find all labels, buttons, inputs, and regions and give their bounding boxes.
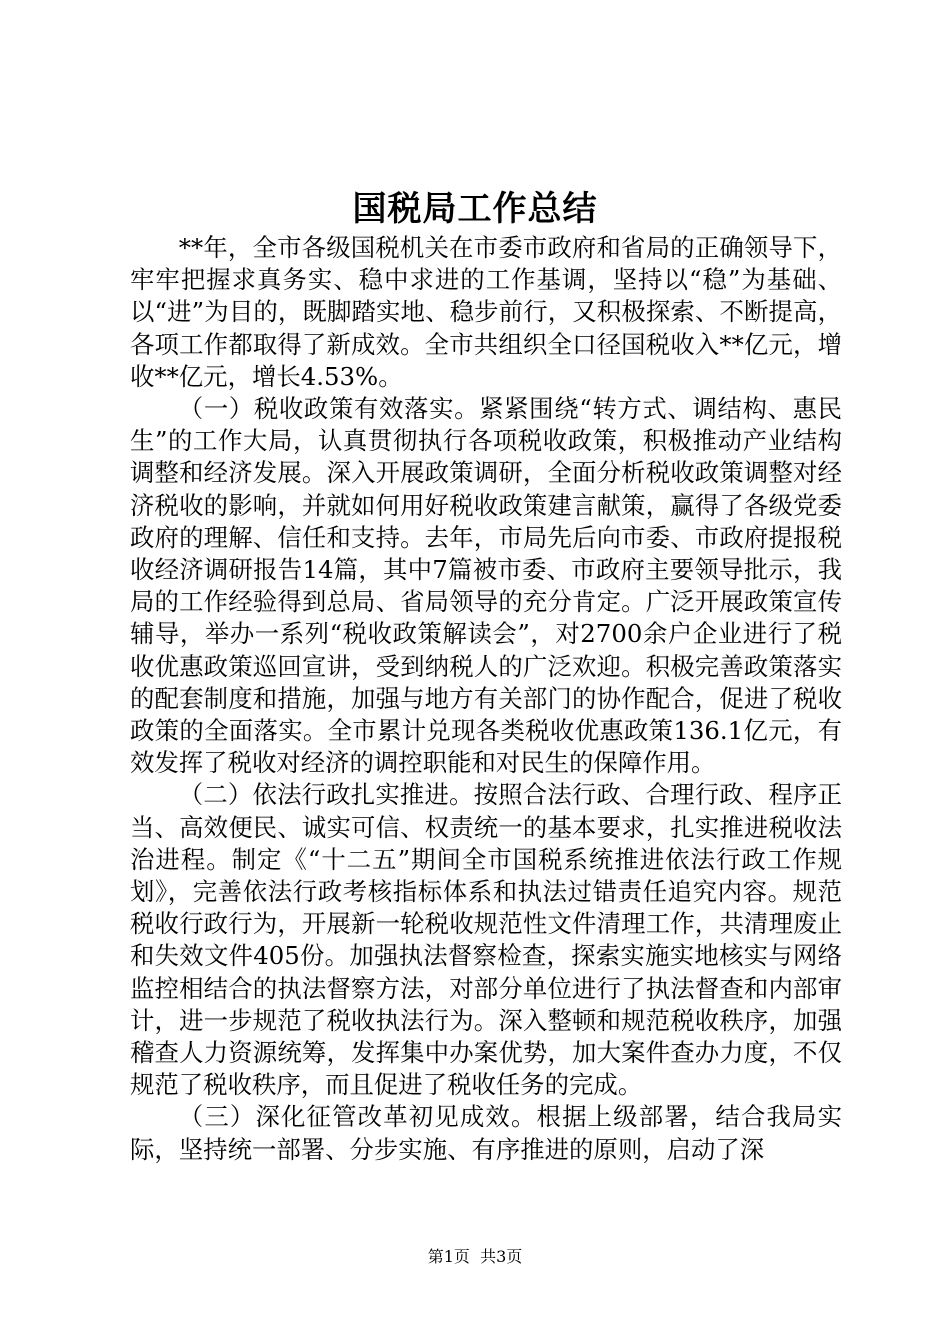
paragraph-section-3: （三）深化征管改革初见成效。根据上级部署，结合我局实际，坚持统一部署、分步实施、有序推进的原则，启动了深 [130, 1102, 842, 1164]
page-number: 第1页 [427, 1247, 470, 1266]
page-total: 共3页 [480, 1247, 523, 1266]
paragraph-intro: **年，全市各级国税机关在市委市政府和省局的正确领导下，牢牢把握求真务实、稳中求进的工作基调，坚持以“稳”为基础、以“进”为目的，既脚踏实地、稳步前行，又积极探索、不断提高，各项工作都取得了新成效。全市共组织全口径国税收入**亿元，增收**亿元，增长4.53%。 [130, 233, 842, 391]
document-body [130, 232, 842, 1166]
footer-separator [470, 1247, 480, 1266]
paragraph-section-2: （二）依法行政扎实推进。按照合法行政、合理行政、程序正当、高效便民、诚实可信、权责统一的基本要求，扎实推进税收法治进程。制定《“十二五”期间全市国税系统推进依法行政工作规划》，完善依法行政考核指标体系和执法过错责任追究内容。规范税收行政行为，开展新一轮税收规范性文件清理工作，共清理废止和失效文件405份。加强执法督察检查，探索实施实地核实与网络监控相结合的执法督察方法，对部分单位进行了执法督查和内部审计，进一步规范了税收执法行为。深入整顿和规范税收秩序，加强稽查人力资源统筹，发挥集中办案优势，加大案件查办力度，不仅规范了税收秩序，而且促进了税收任务的完成。 [130, 780, 842, 1100]
page-footer [0, 1246, 950, 1268]
paragraph-section-1: （一）税收政策有效落实。紧紧围绕“转方式、调结构、惠民生”的工作大局，认真贯彻执行各项税收政策，积极推动产业结构调整和经济发展。深入开展政策调研，全面分析税收政策调整对经济税收的影响，并就如何用好税收政策建言献策，赢得了各级党委政府的理解、信任和支持。去年，市局先后向市委、市政府提报税收经济调研报告14篇，其中7篇被市委、市政府主要领导批示，我局的工作经验得到总局、省局领导的充分肯定。广泛开展政策宣传辅导，举办一系列“税收政策解读会”，对2700余户企业进行了税收优惠政策巡回宣讲，受到纳税人的广泛欢迎。积极完善政策落实的配套制度和措施，加强与地方有关部门的协作配合，促进了税收政策的全面落实。全市累计兑现各类税收优惠政策136.1亿元，有效发挥了税收对经济的调控职能和对民生的保障作用。 [130, 394, 842, 778]
document-title: 国税局工作总结 [352, 189, 598, 229]
